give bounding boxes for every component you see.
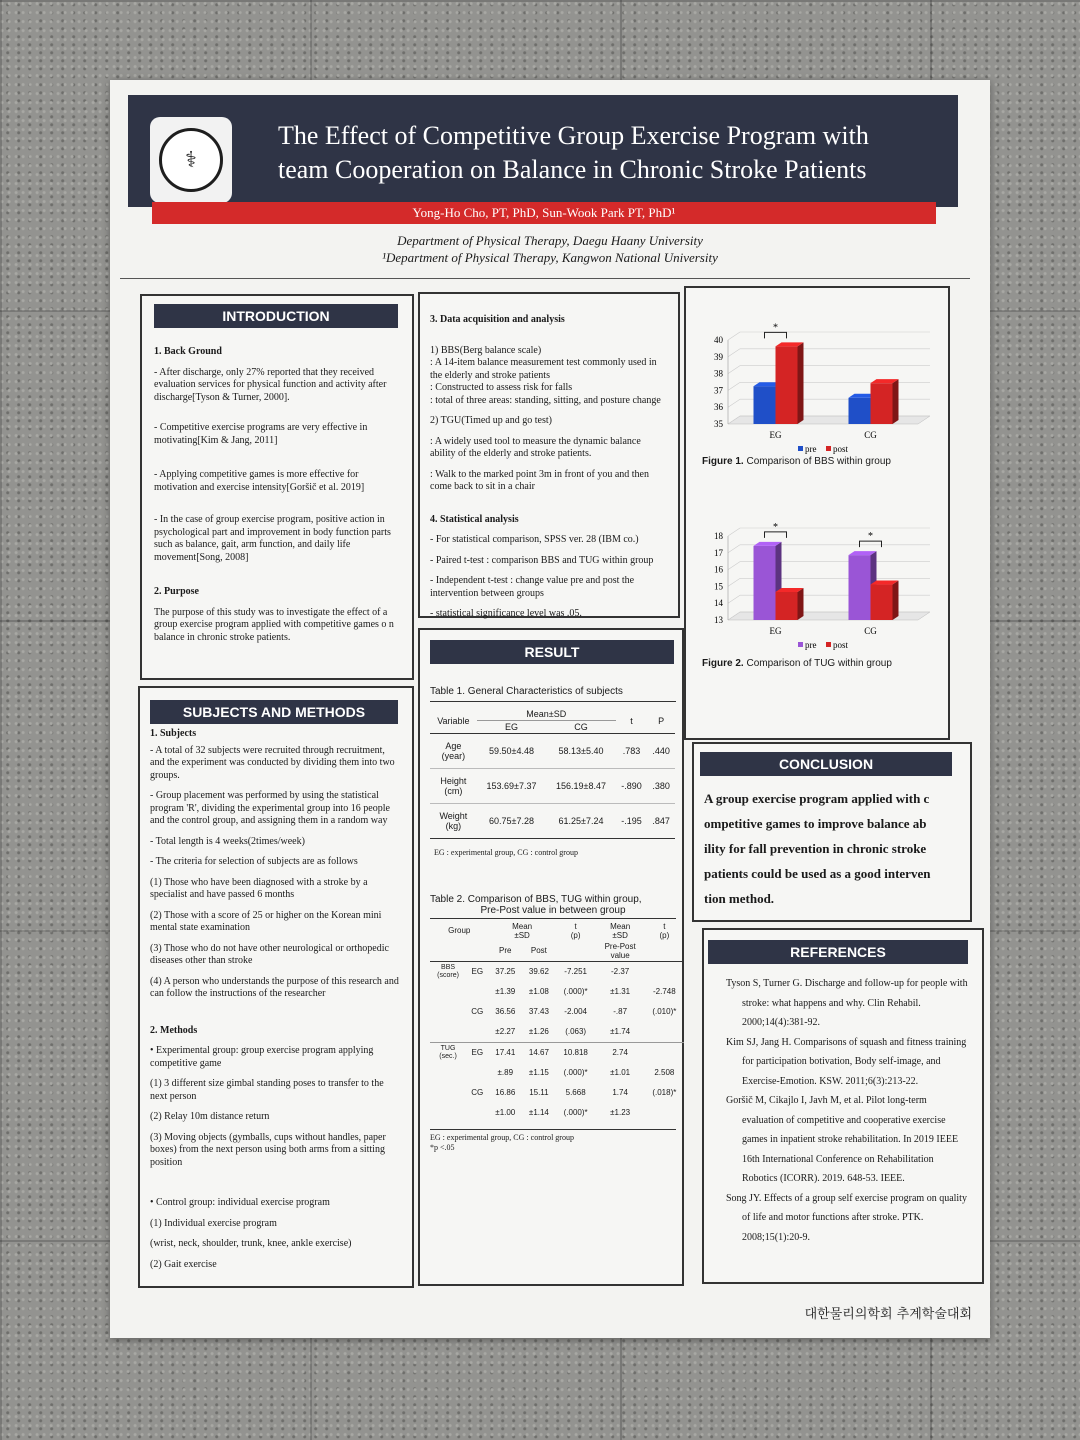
table2-header-cell <box>645 941 684 962</box>
background-subheading: 1. Back Ground <box>154 346 222 357</box>
table2-cell <box>645 1042 684 1063</box>
table2-cell: ±2.27 <box>488 1022 522 1043</box>
table2 <box>430 921 684 1123</box>
table1-cell: .847 <box>647 804 675 839</box>
y-tick-label: 13 <box>714 615 723 625</box>
methods-item: (wrist, neck, shoulder, trunk, knee, ankle exercise) <box>150 1238 352 1249</box>
data-item: : A 14-item balance measurement test commonly used in the elderly and stroke patients <box>430 357 657 381</box>
table2-cell: (.000)* <box>563 1108 588 1117</box>
table2-cell <box>430 982 466 1002</box>
table1-cell: .440 <box>647 734 675 769</box>
purpose-paragraph: The purpose of this study was to investigate the effect of a group exercise program applied with competitive games o n balance in chronic stroke patients. <box>154 606 394 643</box>
table2-cell <box>645 1022 684 1043</box>
subjects-methods-heading: SUBJECTS AND METHODS <box>150 700 398 724</box>
y-tick-label: 16 <box>714 564 723 575</box>
table2-row <box>430 1002 684 1022</box>
reference-item: Goršič M, Cikajlo I, Javh M, et al. Pilot long-term evaluation of competitive and cooperative exercise games in inpatient stroke rehabilitation. In 2019 IEEE 16th International Conference on Rehabilitation Robotics (ICORR). 2019. 648-53. IEEE. <box>726 1095 959 1184</box>
table1-header-cell: t <box>616 708 648 734</box>
title-line-1: The Effect of Competitive Group Exercise Program with <box>278 121 869 150</box>
table2-title-line-1: Table 2. Comparison of BBS, TUG within group, <box>430 893 642 905</box>
table1-header-cell: P <box>647 708 675 734</box>
significance-marker: * <box>868 531 873 543</box>
methods-subheading: 2. Methods <box>150 1024 198 1036</box>
gridline <box>728 545 740 553</box>
table2-note-line: EG : experimental group, CG : control group <box>430 1132 574 1142</box>
table2-cell: (.010)* <box>652 1007 677 1016</box>
data-item: 2) TGU(Timed up and go test) <box>430 415 552 426</box>
table2-cell: ±1.31 <box>610 987 631 996</box>
table2-header-text: ±SD <box>514 930 530 940</box>
table2-header-text: Pre-Post <box>604 941 636 951</box>
figure2-chart <box>692 508 932 658</box>
table2-row <box>430 961 684 982</box>
affiliation-2: ¹Department of Physical Therapy, Kangwon National University <box>382 250 718 265</box>
figure1-chart <box>692 312 932 462</box>
conclusion-line: patients could be used as a good interven <box>704 866 931 881</box>
gridline <box>728 349 740 357</box>
bar-side-eg-post <box>798 342 804 424</box>
table2-cell-text: (score) <box>437 971 459 979</box>
table2-header-cell: Group <box>448 926 471 935</box>
table2-cell <box>466 1022 488 1043</box>
bar-side-cg-post <box>893 379 899 424</box>
conclusion-line: ompetitive games to improve balance ab <box>704 816 927 831</box>
poster-title <box>278 119 968 187</box>
table2-cell <box>430 1083 466 1103</box>
table2-cell: 14.67 <box>528 1048 549 1057</box>
subjects-paragraph: - A total of 32 subjects were recruited through recruitment, and the experiment was conducted by dividing them into two groups. <box>150 744 395 781</box>
intro-paragraph: - In the case of group exercise program, positive action in psychological part and improvement in body function parts such as balance, gait, arm function, and daily life movement[Song, 2008] <box>154 514 391 563</box>
legend-swatch-pre <box>798 446 803 451</box>
table1-cell-text: (kg) <box>445 821 462 831</box>
table2-cell: -2.004 <box>564 1007 587 1016</box>
table1-row <box>430 769 675 804</box>
gridline <box>728 578 740 586</box>
data-item: : Constructed to assess risk for falls <box>430 382 573 393</box>
gridline <box>728 595 740 603</box>
y-tick-label: 15 <box>714 581 723 592</box>
legend-label-pre: pre <box>805 640 817 650</box>
table2-cell: 2.74 <box>612 1048 628 1057</box>
table2-note-line: *p <.05 <box>430 1142 455 1152</box>
table1-cell: .783 <box>616 734 648 769</box>
table1-row <box>430 804 675 839</box>
figure2-caption-text: Comparison of TUG within group <box>743 658 892 669</box>
statistical-analysis-subheading: 4. Statistical analysis <box>430 513 519 525</box>
bar-eg-post <box>776 592 798 620</box>
table2-cell <box>430 1063 466 1083</box>
table1-header-cell: Mean±SD <box>477 708 616 721</box>
affiliations <box>110 232 990 266</box>
table2-cell: ±1.15 <box>528 1068 549 1077</box>
purpose-subheading: 2. Purpose <box>154 586 199 597</box>
table2-cell <box>430 961 466 982</box>
table2-cell: ±1.08 <box>528 987 549 996</box>
table1-header-cell: Variable <box>430 708 477 734</box>
table2-cell <box>430 1002 466 1022</box>
table1-cell: 60.75±7.28 <box>477 804 546 839</box>
conference-footer: 대한물리의학회 추계학술대회 <box>804 1307 972 1322</box>
figure1-caption <box>702 456 891 467</box>
legend-label-post: post <box>833 640 849 650</box>
result-section <box>418 628 684 1286</box>
table1-cell: 58.13±5.40 <box>546 734 615 769</box>
table1-header-cell: EG <box>477 721 546 734</box>
bar-eg-post <box>776 346 798 424</box>
gridline <box>728 562 740 570</box>
table2-cell: -2.37 <box>611 967 630 976</box>
conclusion-line: ility for fall prevention in chronic stroke <box>704 841 927 856</box>
result-heading: RESULT <box>430 640 674 664</box>
data-analysis-section <box>418 292 680 618</box>
table2-row <box>430 1103 684 1123</box>
table2-cell: ±1.00 <box>495 1108 516 1117</box>
conclusion-heading: CONCLUSION <box>700 752 952 776</box>
table1-cell-text: Age <box>445 741 462 751</box>
conclusion-line: tion method. <box>704 891 775 906</box>
intro-paragraph: - After discharge, only 27% reported that they received evaluation services for physical function and activity after discharge[Tyson & Turner, 2000]. <box>154 366 387 403</box>
significance-marker: * <box>773 322 778 334</box>
y-tick-label: 17 <box>714 547 723 558</box>
methods-item: (1) 3 different size gimbal standing poses to transfer to the next person <box>150 1078 384 1102</box>
table1-cell: 153.69±7.37 <box>477 769 546 804</box>
table2-cell <box>430 1042 466 1063</box>
legend-swatch-pre <box>798 642 803 647</box>
table1-title: Table 1. General Characteristics of subjects <box>430 686 676 702</box>
table2-header-text: t <box>663 921 666 931</box>
bar-side-eg-post <box>798 588 804 620</box>
analysis-item: - statistical significance level was .05. <box>430 608 582 619</box>
table2-cell: 2.508 <box>654 1068 675 1077</box>
table2-cell <box>645 961 684 982</box>
bar-eg-pre <box>754 546 776 620</box>
table2-cell-text: BBS <box>441 963 456 971</box>
table2-cell <box>466 1103 488 1123</box>
table2-row <box>430 1022 684 1043</box>
table2-cell: 10.818 <box>563 1048 588 1057</box>
y-tick-label: 40 <box>714 335 723 345</box>
table1-cell-text: Weight <box>439 811 468 821</box>
table2-cell: 1.74 <box>612 1088 628 1097</box>
table2-row <box>430 982 684 1002</box>
table1-row <box>430 734 675 769</box>
significance-marker: * <box>773 521 778 533</box>
table2-cell: 15.11 <box>529 1088 549 1097</box>
table2-cell: ±1.39 <box>495 987 516 996</box>
society-logo: ⚕ <box>150 117 232 203</box>
table1-cell: -.890 <box>616 769 648 804</box>
table1-cell: -.195 <box>616 804 648 839</box>
table2-header-cell <box>596 941 645 962</box>
legend-label-pre: pre <box>805 444 817 454</box>
data-acquisition-subheading: 3. Data acquisition and analysis <box>430 314 565 325</box>
y-tick-label: 35 <box>714 419 723 429</box>
table2-cell: CG <box>471 1007 484 1016</box>
figures-section <box>684 286 950 740</box>
bar-cg-pre <box>849 555 871 620</box>
legend-swatch-post <box>826 446 831 451</box>
analysis-item: - For statistical comparison, SPSS ver. 28 (IBM co.) <box>430 534 639 545</box>
data-item: : A widely used tool to measure the dynamic balance ability of the elderly and stroke patients. <box>430 435 641 459</box>
table2-header-text: (p) <box>570 930 581 940</box>
criteria-item: (2) Those with a score of 25 or higher on the Korean mini mental state examination <box>150 909 382 933</box>
table2-header-cell <box>488 921 555 941</box>
methods-item: (3) Moving objects (gymballs, cups without handles, paper boxes) from the next person using both arms from a sitting position <box>150 1131 386 1168</box>
table2-header-cell <box>430 941 488 962</box>
references-heading: REFERENCES <box>708 940 968 964</box>
criteria-item: (3) Those who do not have other neurological or orthopedic diseases other than stroke <box>150 942 389 966</box>
table2-header-text: value <box>610 950 630 960</box>
table2-cell: (.000)* <box>563 1068 588 1077</box>
table2-cell: (.000)* <box>563 987 588 996</box>
x-tick-label: EG <box>769 430 782 440</box>
intro-paragraph: - Competitive exercise programs are very effective in motivating[Kim & Jang, 2011] <box>154 422 368 446</box>
conclusion-section <box>692 742 972 922</box>
gridline <box>728 382 740 390</box>
table2-cell: 36.56 <box>495 1007 516 1016</box>
bar-side-cg-post <box>893 581 899 620</box>
table2-header-cell: Pre <box>488 941 522 962</box>
table2-cell: (.063) <box>556 1022 596 1043</box>
table2-header-text: Mean <box>610 921 631 931</box>
table2-cell: 37.43 <box>528 1007 549 1016</box>
data-item: 1) BBS(Berg balance scale) <box>430 344 542 356</box>
poster-header <box>128 95 958 207</box>
table2-cell: (.018)* <box>652 1088 677 1097</box>
table2-cell: -7.251 <box>564 967 587 976</box>
table2-cell: ±1.26 <box>522 1022 556 1043</box>
intro-paragraph: - Applying competitive games is more effective for motivation and exercise intensity[Goršič et al. 2019] <box>154 469 365 493</box>
bar-cg-post <box>871 383 893 424</box>
table2-row <box>430 1063 684 1083</box>
table2-cell: ±1.23 <box>610 1108 631 1117</box>
x-tick-label: EG <box>769 626 782 636</box>
subjects-paragraph: - Total length is 4 weeks(2times/week) <box>150 835 305 847</box>
table2-cell: 37.25 <box>495 967 516 976</box>
subjects-subheading: 1. Subjects <box>150 728 197 739</box>
table1-note: EG : experimental group, CG : control group <box>434 848 578 857</box>
figure2-caption-label: Figure 2. <box>702 658 744 669</box>
affiliation-1: Department of Physical Therapy, Daegu Haany University <box>397 233 703 248</box>
figure1-caption-label: Figure 1. <box>702 456 744 467</box>
table2-cell: -.87 <box>613 1007 628 1016</box>
figure2-caption <box>702 658 892 669</box>
y-tick-label: 39 <box>714 351 723 362</box>
table2-cell <box>430 1103 466 1123</box>
methods-item: (1) Individual exercise program <box>150 1217 277 1229</box>
subjects-methods-section <box>138 686 414 1288</box>
gridline <box>728 399 740 407</box>
criteria-item: (4) A person who understands the purpose of this research and can follow the instructions of the researcher <box>150 975 399 999</box>
data-item: : Walk to the marked point 3m in front of you and then come back to sit in a chair <box>430 468 649 492</box>
table1-cell: .380 <box>647 769 675 804</box>
table1-cell-text: Height <box>440 776 467 786</box>
table1-cell-text: (year) <box>441 751 466 761</box>
table2-cell: 39.62 <box>528 967 549 976</box>
table2-cell <box>466 982 488 1002</box>
title-line-2: team Cooperation on Balance in Chronic Stroke Patients <box>278 155 867 184</box>
table1 <box>430 708 675 839</box>
table2-cell: -2.748 <box>653 987 676 996</box>
bar-eg-pre <box>754 386 776 424</box>
table2-cell: ±1.74 <box>596 1022 645 1043</box>
table2-cell: 5.668 <box>565 1088 586 1097</box>
subjects-paragraph: - Group placement was performed by using the statistical program 'R', dividing the experimental group into 16 people and the control group, and assigning them in a random way <box>150 790 390 826</box>
table2-row <box>430 1083 684 1103</box>
figure1-caption-text: Comparison of BBS within group <box>743 456 891 467</box>
methods-item: • Experimental group: group exercise program applying competitive game <box>150 1045 374 1069</box>
table2-cell <box>466 1063 488 1083</box>
references-section <box>702 928 984 1284</box>
conclusion-line: A group exercise program applied with c <box>704 791 930 806</box>
gridline <box>728 528 740 536</box>
table1-cell-text: (cm) <box>444 786 463 796</box>
reference-item: Song JY. Effects of a group self exercise program on quality of life and motor functions after stroke. PTK. 2008;15(1):20-9. <box>726 1192 967 1243</box>
criteria-item: (1) Those who have been diagnosed with a stroke by a specialist and have passed 6 months <box>150 876 368 900</box>
table2-header-cell <box>556 941 596 962</box>
bar-cg-post <box>871 585 893 620</box>
table2-header-text: ±SD <box>612 930 628 940</box>
table2-header-text: t <box>574 921 577 931</box>
analysis-item: - Paired t-test : comparison BBS and TUG within group <box>430 554 654 566</box>
table2-header-cell <box>596 921 645 941</box>
legend-label-post: post <box>833 444 849 454</box>
table2-cell: CG <box>471 1088 484 1097</box>
table2-header-text: (p) <box>659 930 670 940</box>
x-tick-label: CG <box>864 626 877 636</box>
table2-cell: EG <box>471 1048 484 1057</box>
x-tick-label: CG <box>864 430 877 440</box>
table1-cell: 59.50±4.48 <box>477 734 546 769</box>
table2-cell <box>430 1022 466 1043</box>
table1-cell <box>430 769 477 804</box>
y-tick-label: 18 <box>714 531 723 541</box>
reference-item: Kim SJ, Jang H. Comparisons of squash and fitness training for participation botivation, Body self-image, and Exercise-Emotion. KSW. 2011;6(3):213-22. <box>726 1036 967 1087</box>
table1-cell: 61.25±7.24 <box>546 804 615 839</box>
table2-note <box>430 1129 676 1153</box>
poster <box>110 80 990 1338</box>
analysis-item: - Independent t-test : change value pre and post the intervention between groups <box>430 575 635 599</box>
introduction-section <box>140 294 414 680</box>
table2-cell: ±1.14 <box>528 1108 549 1117</box>
reference-item: Tyson S, Turner G. Discharge and follow-up for people with stroke: what happens and why. Clin Rehabil. 2000;14(4):381-92. <box>726 978 968 1028</box>
subjects-paragraph: - The criteria for selection of subjects are as follows <box>150 856 358 867</box>
table2-header-cell <box>645 921 684 941</box>
table1-header-cell: CG <box>546 721 615 734</box>
table2-cell-text: TUG <box>440 1044 456 1052</box>
y-tick-label: 36 <box>714 402 723 413</box>
table2-cell: ±1.01 <box>610 1068 631 1077</box>
introduction-heading: INTRODUCTION <box>154 304 398 328</box>
y-tick-label: 37 <box>714 385 723 396</box>
table1-cell: 156.19±8.47 <box>546 769 615 804</box>
table2-header-text: Mean <box>512 921 533 931</box>
header-divider <box>120 278 970 279</box>
table1-cell <box>430 804 477 839</box>
table2-cell: 16.86 <box>495 1088 516 1097</box>
y-tick-label: 38 <box>714 368 723 379</box>
methods-item: (2) Gait exercise <box>150 1258 217 1270</box>
table2-title-line-2: Pre-Post value in between group <box>430 905 676 919</box>
table1-cell <box>430 734 477 769</box>
methods-item: • Control group: individual exercise program <box>150 1197 330 1208</box>
table2-header-cell <box>556 921 596 941</box>
table2-cell: ±.89 <box>497 1068 514 1077</box>
gridline <box>728 332 740 340</box>
table2-cell: 17.41 <box>495 1048 516 1057</box>
y-tick-label: 14 <box>714 598 723 609</box>
data-item: : total of three areas: standing, sitting, and posture change <box>430 394 661 406</box>
table2-cell-text: (sec.) <box>439 1052 457 1060</box>
table2-header-cell: Post <box>522 941 556 962</box>
table2-cell: EG <box>471 967 484 976</box>
methods-item: (2) Relay 10m distance return <box>150 1111 270 1122</box>
table2-cell <box>645 1103 684 1123</box>
table2-row <box>430 1042 684 1063</box>
legend-swatch-post <box>826 642 831 647</box>
authors-bar: Yong-Ho Cho, PT, PhD, Sun-Wook Park PT, PhD¹ <box>152 202 936 224</box>
gridline <box>728 366 740 374</box>
bar-cg-pre <box>849 398 871 424</box>
